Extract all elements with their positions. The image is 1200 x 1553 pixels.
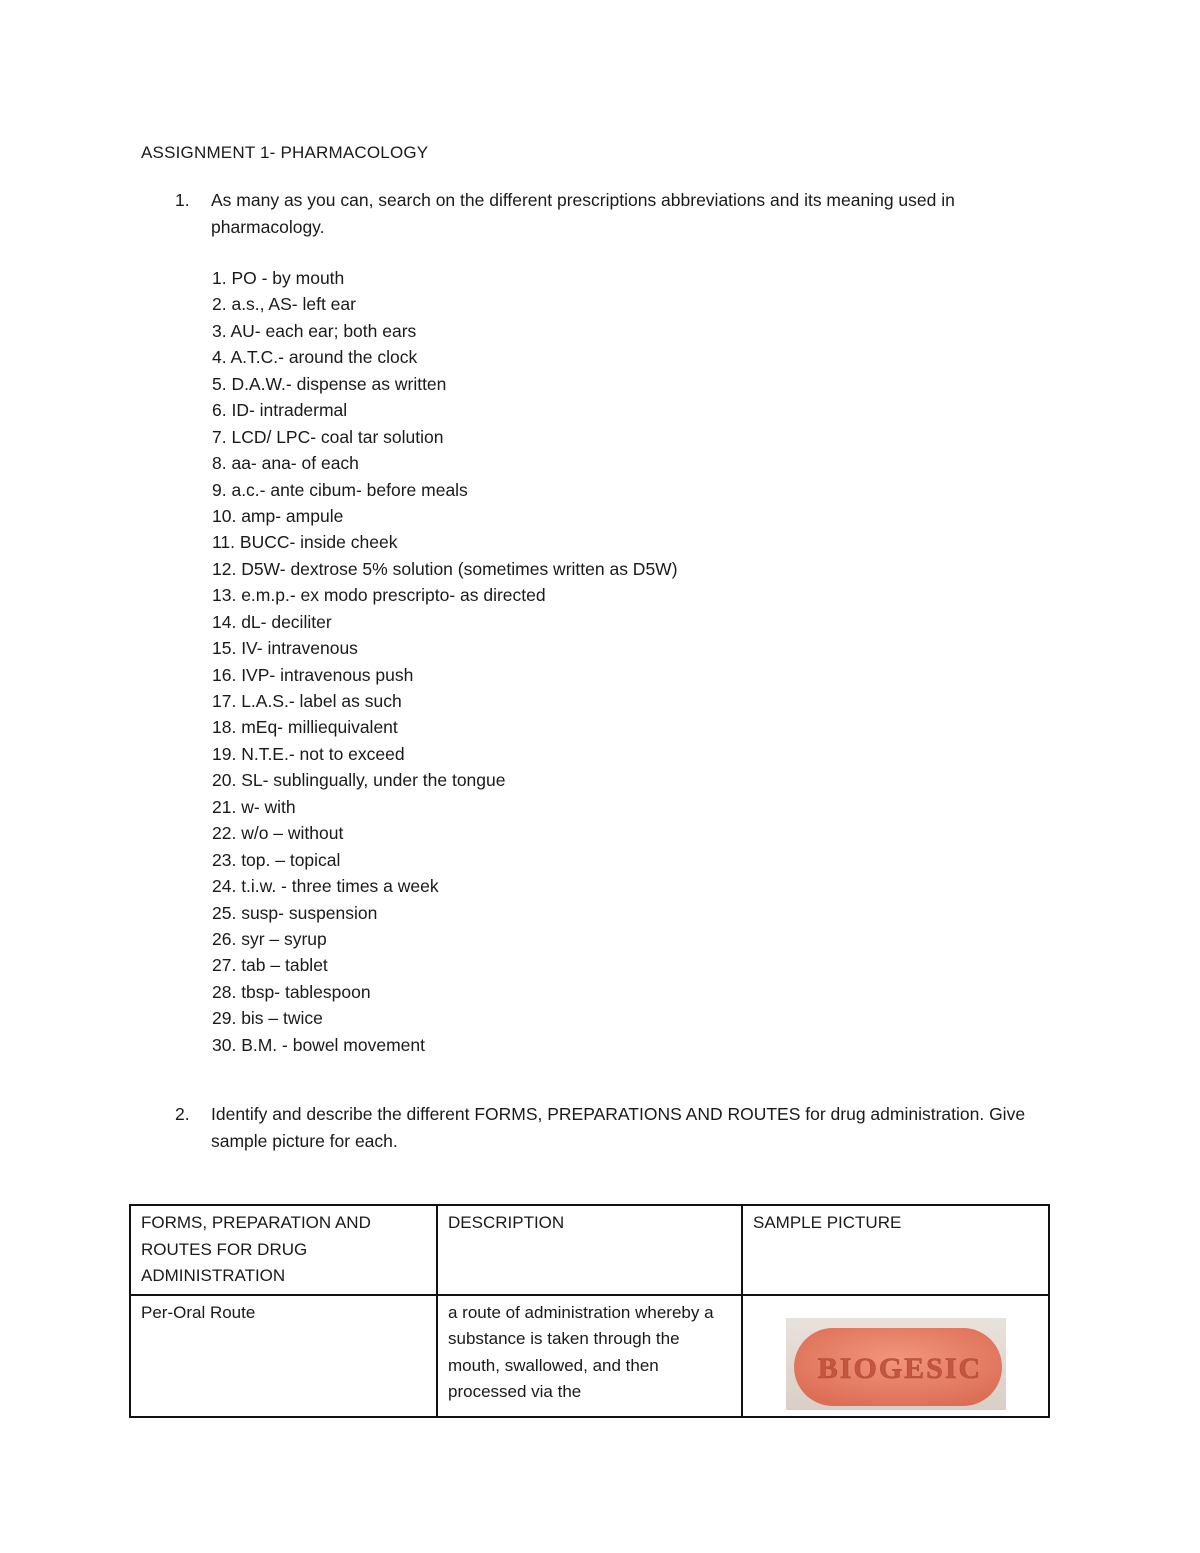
list-item: 17. L.A.S.- label as such bbox=[212, 691, 402, 711]
list-item: 25. susp- suspension bbox=[212, 902, 378, 923]
list-item: 29. bis – twice bbox=[212, 1008, 323, 1029]
list-item: 8. aa- ana- of each bbox=[212, 453, 359, 474]
list-item: 13. e.m.p.- ex modo prescripto- as directed bbox=[212, 585, 546, 606]
header-sample-picture: SAMPLE PICTURE bbox=[742, 1205, 1049, 1295]
document-title: ASSIGNMENT 1- PHARMACOLOGY bbox=[141, 143, 429, 162]
list-item: 21. w- with bbox=[212, 796, 296, 817]
list-item: 28. tbsp- tablespoon bbox=[212, 981, 371, 1002]
list-item: 2. a.s., AS- left ear bbox=[212, 294, 356, 315]
list-item: 1. PO - by mouth bbox=[212, 268, 345, 288]
tablet-image bbox=[786, 1318, 1006, 1410]
list-item: 4. A.T.C.- around the clock bbox=[212, 347, 418, 368]
list-item: 19. N.T.E.- not to exceed bbox=[212, 743, 405, 764]
list-item: 26. syr – syrup bbox=[212, 928, 327, 949]
list-item: 15. IV- intravenous bbox=[212, 638, 358, 659]
list-item: 20. SL- sublingually, under the tongue bbox=[212, 770, 506, 791]
list-item: 18. mEq- milliequivalent bbox=[212, 717, 398, 738]
list-item: 16. IVP- intravenous push bbox=[212, 664, 414, 685]
list-item: 10. amp- ampule bbox=[212, 505, 344, 526]
tablet-photo bbox=[786, 1318, 1006, 1410]
list-item: 22. w/o – without bbox=[212, 823, 344, 844]
drug-administration-table bbox=[129, 1204, 1050, 1418]
table-header-row bbox=[130, 1205, 1049, 1295]
question-text: As many as you can, search on the different prescriptions abbreviations and its meaning used in pharmacology. bbox=[211, 190, 955, 237]
cell-picture bbox=[742, 1295, 1049, 1417]
header-forms: FORMS, PREPARATION AND ROUTES FOR DRUG ADMINISTRATION bbox=[130, 1205, 437, 1295]
question-text: Identify and describe the different FORMS, PREPARATIONS AND ROUTES for drug administration. Give sample picture for each. bbox=[211, 1104, 1026, 1151]
abbreviation-list bbox=[212, 265, 678, 1058]
cell-description: a route of administration whereby a substance is taken through the mouth, swallowed, and then processed via the bbox=[437, 1295, 742, 1417]
list-item: 27. tab – tablet bbox=[212, 955, 328, 976]
cell-form: Per-Oral Route bbox=[130, 1295, 437, 1417]
list-item: 3. AU- each ear; both ears bbox=[212, 320, 417, 341]
tablet-imprint: BIOGESIC bbox=[817, 1351, 982, 1385]
question-number: 1. bbox=[175, 190, 190, 210]
list-item: 14. dL- deciliter bbox=[212, 611, 332, 632]
list-item: 12. D5W- dextrose 5% solution (sometimes written as D5W) bbox=[212, 558, 678, 579]
list-item: 9. a.c.- ante cibum- before meals bbox=[212, 479, 468, 500]
list-item: 5. D.A.W.- dispense as written bbox=[212, 373, 447, 394]
header-description: DESCRIPTION bbox=[437, 1205, 742, 1295]
question-number: 2. bbox=[175, 1104, 190, 1124]
list-item: 23. top. – topical bbox=[212, 849, 341, 870]
table-row bbox=[130, 1295, 1049, 1417]
list-item: 11. BUCC- inside cheek bbox=[212, 532, 398, 553]
list-item: 24. t.i.w. - three times a week bbox=[212, 876, 439, 897]
list-item: 30. B.M. - bowel movement bbox=[212, 1034, 425, 1055]
list-item: 6. ID- intradermal bbox=[212, 400, 348, 421]
list-item: 7. LCD/ LPC- coal tar solution bbox=[212, 426, 444, 447]
